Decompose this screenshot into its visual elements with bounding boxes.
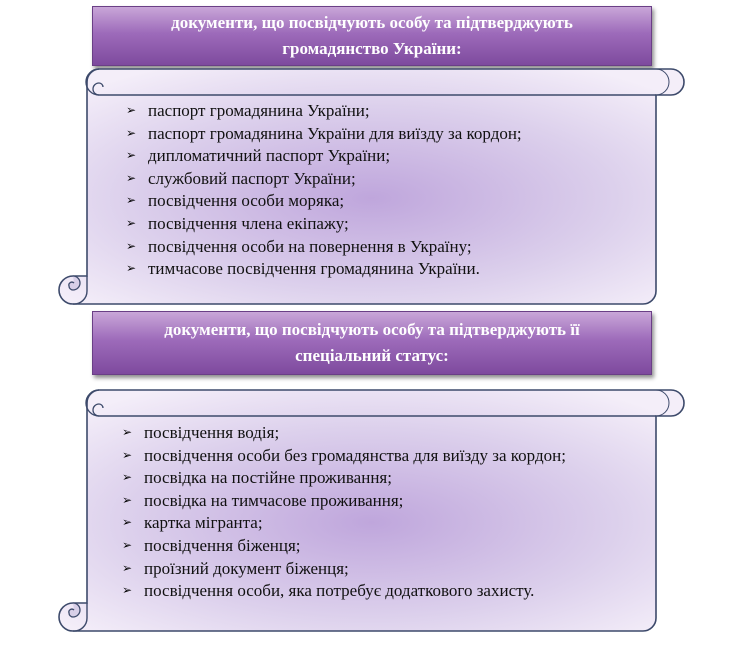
arrowhead-bullet-icon: ➢ <box>126 103 137 117</box>
list-item: ➢ посвідка на тимчасове проживання; <box>122 490 404 510</box>
list-item: ➢ посвідчення особи без громадянства для виїзду за кордон; <box>122 445 566 465</box>
arrowhead-bullet-icon: ➢ <box>122 492 133 507</box>
arrowhead-bullet-icon: ➢ <box>126 148 137 163</box>
section-2-header-line-2: спеціальний статус: <box>295 346 449 365</box>
arrowhead-bullet-icon: ➢ <box>122 537 133 552</box>
list-item: ➢ посвідчення особи моряка; <box>126 191 345 211</box>
arrowhead-bullet-icon: ➢ <box>122 515 133 530</box>
list-item: ➢ службовий паспорт України; <box>126 168 356 188</box>
list-item: ➢ посвідчення водія; <box>122 423 280 442</box>
arrowhead-bullet-icon: ➢ <box>126 125 137 140</box>
section-1-header-line-2: громадянство України: <box>282 39 462 58</box>
list-item: ➢ посвідчення особи, яка потребує додаткового захисту. <box>122 581 535 601</box>
list-item: ➢ посвідка на постійне проживання; <box>122 468 392 488</box>
section-1-header-line-1: документи, що посвідчують особу та підтверджують <box>171 13 573 32</box>
section-1-scroll <box>55 62 687 306</box>
list-item: ➢ паспорт громадянина України для виїзду за кордон; <box>126 123 522 143</box>
arrowhead-bullet-icon: ➢ <box>126 215 137 230</box>
list-item: ➢ картка мігранта; <box>122 513 263 533</box>
arrowhead-bullet-icon: ➢ <box>126 170 137 185</box>
list-item: ➢ дипломатичний паспорт України; <box>126 146 391 166</box>
list-item: ➢ посвідчення біженця; <box>122 535 301 555</box>
arrowhead-bullet-icon: ➢ <box>122 470 133 485</box>
list-item: ➢ тимчасове посвідчення громадянина України. <box>126 259 480 279</box>
list-item: ➢ проїзний документ біженця; <box>122 558 349 578</box>
section-2-list <box>122 422 566 603</box>
section-2-scroll <box>55 385 687 633</box>
list-item: ➢ посвідчення особи на повернення в Україну; <box>126 236 472 256</box>
arrowhead-bullet-icon: ➢ <box>126 238 137 253</box>
arrowhead-bullet-icon: ➢ <box>122 425 133 439</box>
arrowhead-bullet-icon: ➢ <box>122 560 133 575</box>
section-1-list <box>126 100 522 281</box>
arrowhead-bullet-icon: ➢ <box>122 447 133 462</box>
section-2-header-line-1: документи, що посвідчують особу та підтверджують її <box>164 320 580 339</box>
list-item: ➢ посвідчення члена екіпажу; <box>126 213 349 233</box>
section-1-header <box>92 6 652 66</box>
arrowhead-bullet-icon: ➢ <box>126 261 137 276</box>
arrowhead-bullet-icon: ➢ <box>122 583 133 598</box>
list-item: ➢ паспорт громадянина України; <box>126 101 370 120</box>
section-2-header <box>92 311 652 375</box>
arrowhead-bullet-icon: ➢ <box>126 193 137 208</box>
